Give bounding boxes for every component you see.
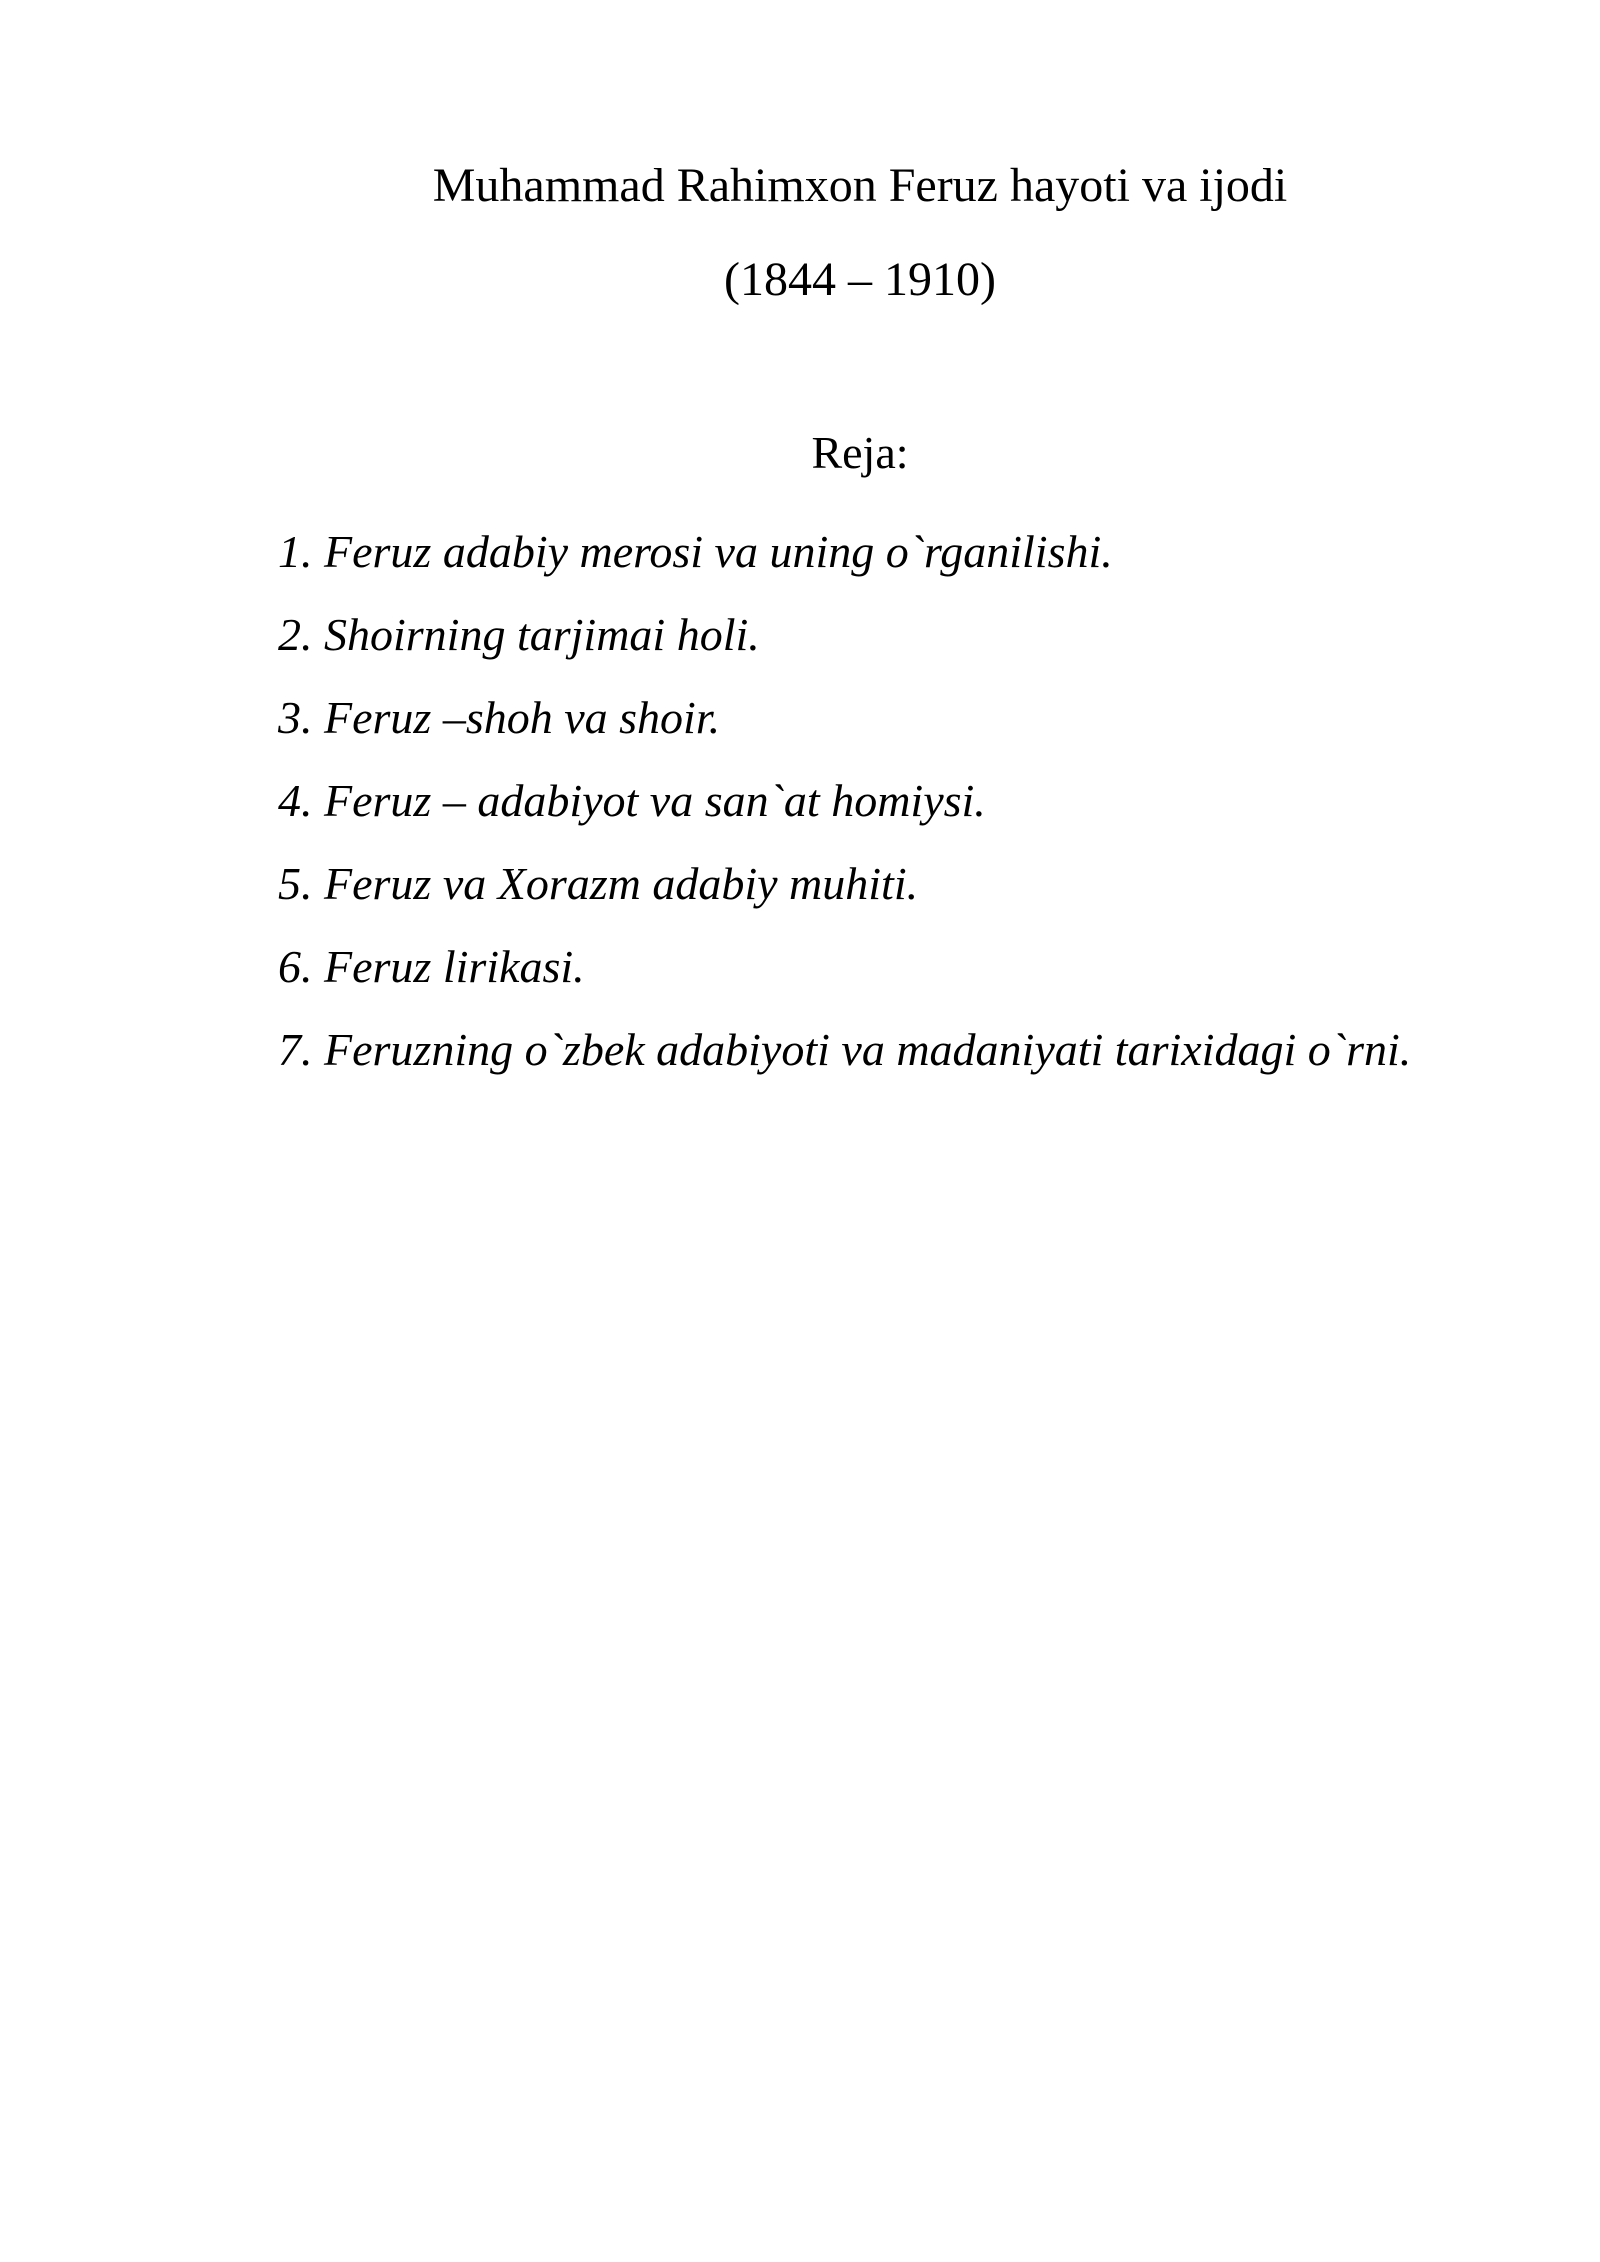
document-title: Muhammad Rahimxon Feruz hayoti va ijodi xyxy=(432,159,1288,212)
plan-item: 2. Shoirning tarjimai holi. xyxy=(278,609,760,660)
plan-item: 7. Feruzning o`zbek adabiyoti va madaniyati tarixidagi o`rni. xyxy=(278,1024,1412,1075)
plan-item: 3. Feruz –shoh va shoir. xyxy=(278,692,721,743)
plan-heading: Reja: xyxy=(811,427,909,478)
plan-item: 4. Feruz – adabiyot va san`at homiysi. xyxy=(278,775,986,826)
plan-item: 6. Feruz lirikasi. xyxy=(278,941,585,992)
plan-item: 1. Feruz adabiy merosi va uning o`rganilishi. xyxy=(278,526,1113,577)
plan-item: 5. Feruz va Xorazm adabiy muhiti. xyxy=(278,858,919,909)
document-years: (1844 – 1910) xyxy=(724,253,996,306)
plan-list xyxy=(278,510,1411,1091)
